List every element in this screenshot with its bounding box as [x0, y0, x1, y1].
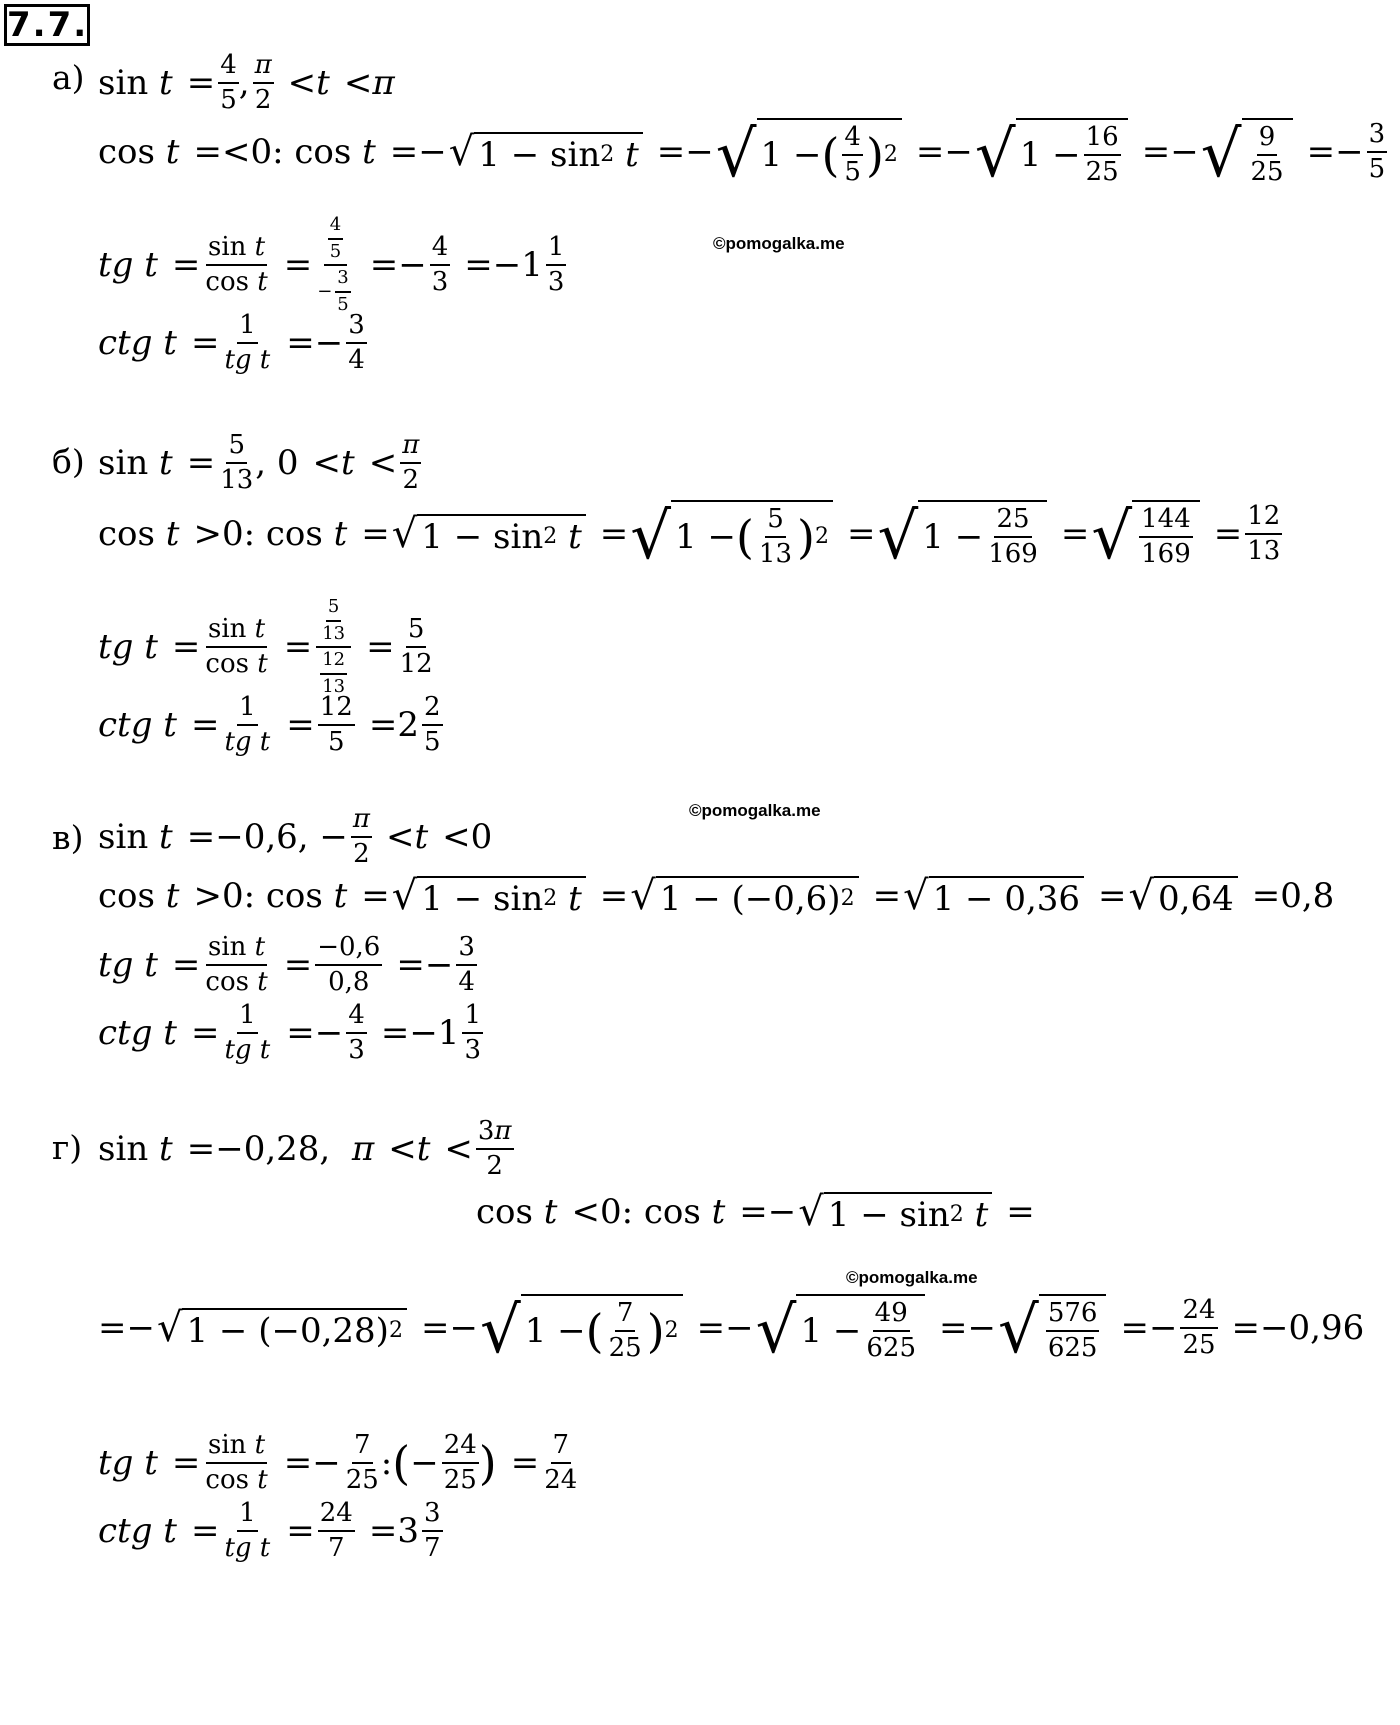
part-g-ctg-line: ctg t = $\frac{1}{\text{tg t}}$ = $\frac{24}{7}$ = 3 $\frac{3}{7}$ — [98, 1498, 441, 1564]
part-a-tg-line: tg t = $\frac{\text{sin t}}{\text{cos t}}$ = $\frac{4}{5}$ − $\frac{3}{5}$ = − $\frac{4}{3}$ = −1 $\frac{1}{3}$ — [98, 214, 565, 315]
part-b-label: б) — [52, 442, 85, 481]
part-v-label: в) — [52, 818, 84, 857]
part-g-cos-line-1: cos t < 0: cos t = − √ 1 − sin 2 t = — [476, 1189, 1035, 1235]
part-v-tg-line: tg t = $\frac{\text{sin t}}{\text{cos t}}$ = $\frac{-0,6}{0,8}$ = − $\frac{3}{4}$ — [98, 932, 475, 998]
part-a-cos-line: cos t =< 0: cos t = − √ 1 − sin 2 t = − √ 1 − ( $\frac{4}{5}$ ) 2 = − √ 1 − $\frac{16}{25}$ = − √ $\frac{9}{25}$ = − $\frac{3}{5}$ — [98, 117, 1386, 192]
watermark-1: ©pomogalka.me — [713, 234, 845, 253]
watermark-3: ©pomogalka.me — [846, 1268, 978, 1287]
part-b-cos-line: cos t > 0: cos t = √ 1 − sin 2 t = √ 1 − ( $\frac{5}{13}$ ) 2 = √ 1 − $\frac{25}{169}$ = √ $\frac{144}{169}$ = $\frac{12}{13}$ — [98, 499, 1281, 574]
part-a-label: а) — [52, 58, 85, 97]
part-g-tg-line: tg t = $\frac{\text{sin t}}{\text{cos t}}$ = − $\frac{7}{25}$ : ( − $\frac{24}{25}$ ) = $\frac{7}{24}$ — [98, 1430, 578, 1496]
part-a-ctg-line: ctg t = $\frac{1}{\text{tg t}}$ = − $\frac{3}{4}$ — [98, 310, 365, 376]
part-g-label: г) — [52, 1128, 83, 1167]
watermark-2: ©pomogalka.me — [689, 801, 821, 820]
part-v-cos-line: cos t > 0: cos t = √ 1 − sin 2 t = √ 1 − (−0,6) 2 = √ 1 − 0,36 = √ 0,64 = 0,8 — [98, 873, 1335, 919]
part-v-ctg-line: ctg t = $\frac{1}{\text{tg t}}$ = − $\frac{4}{3}$ = −1 $\frac{1}{3}$ — [98, 1000, 481, 1066]
part-g-given: sin t = −0,28, π < t < $\frac{3\pi}{2}$ — [98, 1116, 512, 1182]
part-b-tg-line: tg t = $\frac{\text{sin t}}{\text{cos t}}$ = $\frac{\frac{5}{13}}{\frac{12}{13}}$ = $\frac{5}{12}$ — [98, 596, 433, 697]
part-b-ctg-line: ctg t = $\frac{1}{\text{tg t}}$ = $\frac{12}{5}$ = 2 $\frac{2}{5}$ — [98, 692, 441, 758]
part-b-given: sin t = $\frac{5}{13}$ , 0 < t < $\frac{\pi}{2}$ — [98, 430, 420, 496]
part-v-given: sin t = −0,6, − $\frac{\pi}{2}$ < t < 0 — [98, 804, 493, 870]
part-g-cos-line-2: =− √ 1 − (−0,28) 2 = − √ 1 − ( $\frac{7}{25}$ ) 2 = − √ 1 − $\frac{49}{625}$ = − √ $\frac{576}{625}$ = − $\frac{24}{25}$ = −0,96 — [98, 1293, 1365, 1368]
problem-number-badge: 7.7. — [4, 4, 90, 46]
part-a-given: sin t = $\frac{4}{5}$ , $\frac{\pi}{2}$ < t < π — [98, 50, 395, 116]
